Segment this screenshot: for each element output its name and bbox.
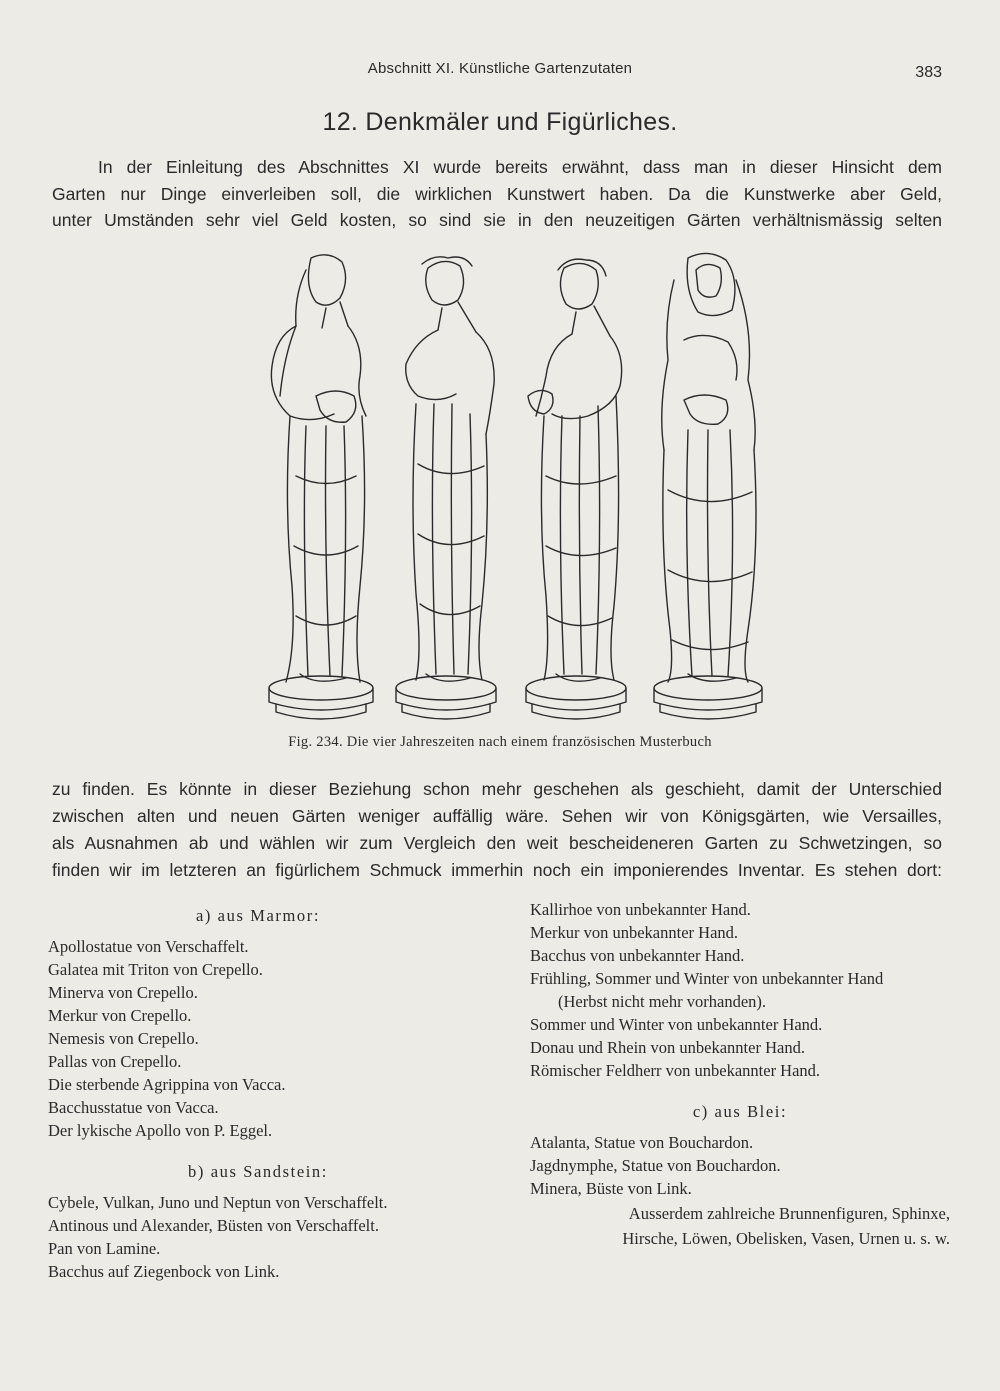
list-item: (Herbst nicht mehr vorhanden). (558, 992, 767, 1011)
list-item: Sommer und Winter von unbekannter Hand. (530, 1015, 823, 1034)
list-item: Bacchus auf Ziegenbock von Link. (48, 1262, 280, 1281)
list-item: Die sterbende Agrippina von Vacca. (48, 1075, 286, 1094)
closing-line: Ausserdem zahlreiche Brunnenfiguren, Sphinxe, (628, 1204, 950, 1223)
text-line: zwischen alten und neuen Gärten weniger auffällig wäre. Sehen wir von Königsgärten, wie Versailles, (52, 806, 942, 826)
statue-spring (269, 255, 373, 719)
list-item: Apollostatue von Verschaffelt. (48, 937, 249, 956)
list-item: Pallas von Crepello. (48, 1052, 182, 1071)
list-item: Minera, Büste von Link. (530, 1179, 692, 1198)
right-column (530, 898, 950, 1250)
list-item: Bacchusstatue von Vacca. (48, 1098, 219, 1117)
continuation-paragraph (52, 776, 942, 884)
intro-paragraph (52, 154, 942, 234)
page-number: 383 (915, 64, 942, 81)
statue-autumn (526, 259, 626, 719)
list-item: Minerva von Crepello. (48, 983, 198, 1002)
list-item: Donau und Rhein von unbekannter Hand. (530, 1038, 805, 1057)
text-line: unter Umständen sehr viel Geld kosten, so sind sie in den neuzeitigen Gärten verhältnismässig selten (52, 210, 942, 230)
running-head: Abschnitt XI. Künstliche Gartenzutaten (367, 60, 633, 77)
list-item: Bacchus von unbekannter Hand. (530, 946, 745, 965)
text-line: Garten nur Dinge einverleiben soll, die wirklichen Kunstwert haben. Da die Kunstwerke aber Geld, (52, 183, 942, 204)
list-item: Frühling, Sommer und Winter von unbekannter Hand (530, 969, 884, 988)
text-line: zu finden. Es könnte in dieser Beziehung schon mehr geschehen als geschieht, damit der Unterschied (52, 779, 942, 799)
left-column (48, 900, 468, 1283)
list-item: Kallirhoe von unbekannter Hand. (530, 900, 751, 919)
list-item: Cybele, Vulkan, Juno und Neptun von Verschaffelt. (48, 1193, 388, 1212)
section-title: 12. Denkmäler und Figürliches. (322, 108, 678, 136)
list-item: Der lykische Apollo von P. Eggel. (48, 1121, 273, 1140)
list-item: Nemesis von Crepello. (48, 1029, 199, 1048)
list-item: Römischer Feldherr von unbekannter Hand. (530, 1061, 821, 1080)
list-heading-marmor: a) aus Marmor: (195, 906, 321, 925)
closing-line: Hirsche, Löwen, Obelisken, Vasen, Urnen u. s. w. (622, 1229, 950, 1248)
list-heading-blei: c) aus Blei: (692, 1102, 788, 1121)
list-item: Jagdnymphe, Statue von Bouchardon. (530, 1156, 781, 1175)
statue-summer (396, 257, 496, 719)
list-item: Antinous und Alexander, Büsten von Verschaffelt. (48, 1216, 379, 1235)
list-item: Galatea mit Triton von Crepello. (48, 960, 263, 979)
text-line: als Ausnahmen ab und wählen wir zum Vergleich den weit bescheideneren Garten zu Schwetzingen, so (52, 833, 942, 853)
text-line: In der Einleitung des Abschnittes XI wurde bereits erwähnt, dass man in dieser Hinsicht dem (98, 157, 942, 177)
list-heading-sandstein: b) aus Sandstein: (188, 1162, 328, 1181)
list-item: Pan von Lamine. (48, 1239, 161, 1258)
list-item: Atalanta, Statue von Bouchardon. (530, 1133, 754, 1152)
text-line: finden wir im letzteren an figürlichem Schmuck immerhin noch ein imponierendes Inventar. Es stehen dort: (52, 860, 942, 880)
statue-winter (654, 253, 762, 719)
list-item: Merkur von Crepello. (48, 1006, 192, 1025)
list-item: Merkur von unbekannter Hand. (530, 923, 739, 942)
statues-illustration (236, 246, 776, 736)
figure-caption: Fig. 234. Die vier Jahreszeiten nach einem französischen Musterbuch (288, 734, 712, 750)
four-seasons-statues-image (236, 246, 776, 736)
